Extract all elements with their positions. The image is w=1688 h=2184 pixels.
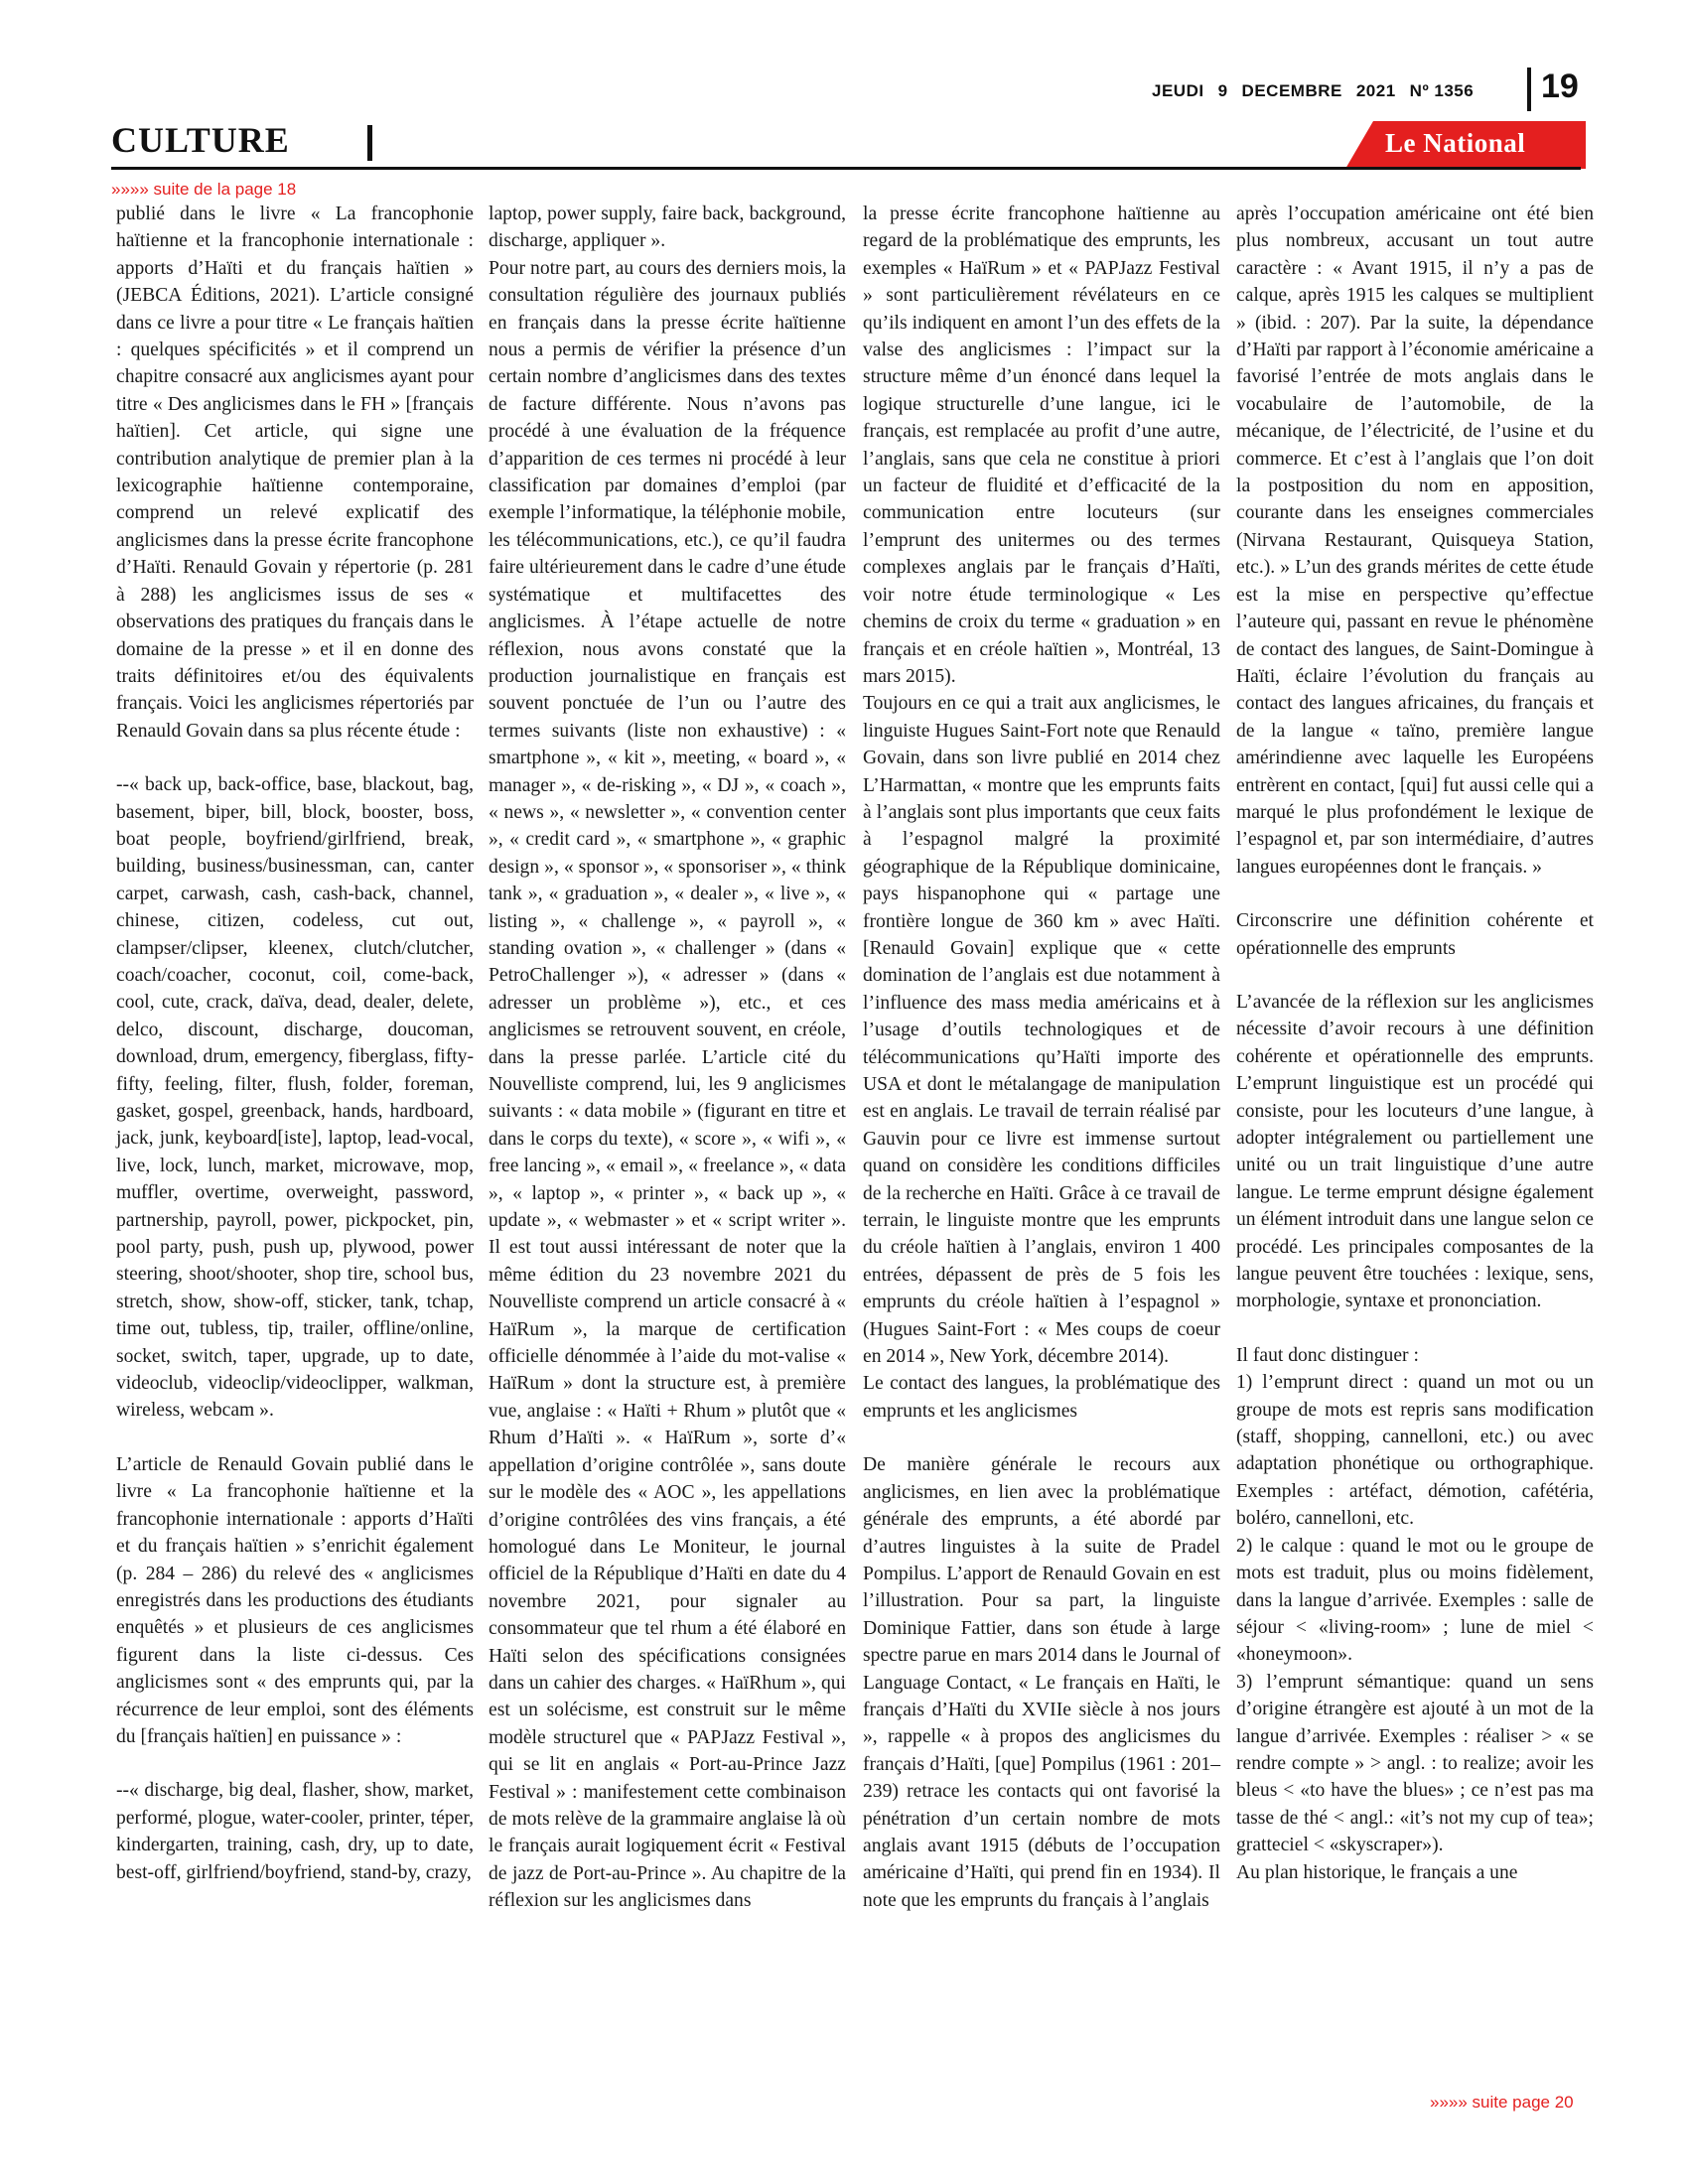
paragraph: Au plan historique, le français a une xyxy=(1236,1861,1518,1883)
continued-to-link[interactable]: »»»» suite page 20 xyxy=(1430,2093,1574,2112)
paragraph: Il faut donc distinguer : xyxy=(1236,1344,1419,1366)
list-item: 2) le calque : quand le mot ou le groupe de mots est traduit, plus ou moins fidèlement, dans la langue d’arrivée. Exemples : salle de séjour < «living-room» ; lune de miel < «honeymoon». xyxy=(1236,1535,1594,1666)
masthead xyxy=(0,0,1688,189)
article-column-4 xyxy=(1236,201,1594,1886)
paragraph: après l’occupation américaine ont été bien plus nombreux, accusant un tout autre caractère : « Avant 1915, il n’y a pas de calque, après 1915 les calques se multiplient » (ibid. : 207). Par la suite, la dépendance d’Haïti par rapport à l’économie américaine a favorisé l’entrée de mots anglais dans le vocabulaire de l’automobile, de la mécanique, de l’électricité, de l’usine et du commerce. Et c’est à l’anglais que l’on doit la postposition du nom en apposition, courante dans les enseignes commerciales (Nirvana Restaurant, Quisqueya Station, etc.). » L’un des grands mérites de cette étude est la mise en perspective qu’effectue l’auteure qui, passant en revue le phénomène de contact des langues, de Saint-Domingue à Haïti, éclaire l’évolution du français au contact des langues africaines, du français et de la langue « taïno, première langue amérindienne avec laquelle les Européens entrèrent en contact, [qui] fut aussi celle qui a marqué le plus profondément le lexique de l’espagnol et, par son intermédiaire, d’autres langues européennes dont le français. » xyxy=(1236,204,1594,878)
page-number: 19 xyxy=(1541,68,1579,105)
paragraph: la presse écrite francophone haïtienne au regard de la problématique des emprunts, les exemples « HaïRum » et « PAPJazz Festival » sont particulièrement révélateurs en ce qu’ils indiquent en amont l’un des effets de la valse des anglicismes : l’impact sur la structure même d’un énoncé dans lequel la logique structurelle d’une langue, ici le français, est remplacée au profit d’une autre, l’anglais, sans que cela ne constitue à priori un facteur de fluidité et d’efficacité de la communication entre locuteurs (sur l’emprunt des unitermes ou des termes complexes anglais par le français d’Haïti, voir notre étude terminologique « Les chemins de croix du terme « graduation » en français et en créole haïtien », Montréal, 13 mars 2015). xyxy=(863,204,1220,687)
date-line xyxy=(1152,81,1487,101)
paragraph: De manière générale le recours aux anglicismes, en lien avec la problématique générale des emprunts, a été abordé par d’autres linguistes à la suite de Pradel Pompilus. L’apport de Renauld Govain en est l’illustration. Pour sa part, la linguiste Dominique Fattier, dans son étude à large spectre parue en mars 2014 dans le Journal of Language Contact, « Le français en Haïti, le français d’Haïti du XVIIe siècle à nos jours », rappelle « à propos des anglicismes du français d’Haïti, [que] Pompilus (1961 : 201–239) retrace les contacts qui ont favorisé la pénétration d’un certain nombre de mots anglais avant 1915 (débuts de l’occupation américaine d’Haïti, qui prend fin en 1934). Il note que les emprunts du français à l’anglais xyxy=(863,1454,1220,1911)
paragraph: L’article de Renauld Govain publié dans le livre « La francophonie haïtienne et la francophonie internationale : apports d’Haïti et du français haïtien » s’enrichit également (p. 284 – 286) du relevé des « anglicismes enregistrés dans les productions des étudiants enquêtés » et plusieurs de ces anglicismes figurent dans la liste ci-dessus. Ces anglicismes sont « des emprunts qui, par la récurrence de leur emploi, sont des éléments du [français haïtien] en puissance » : xyxy=(116,1453,474,1747)
continued-from-link[interactable]: »»»» suite de la page 18 xyxy=(111,180,297,199)
subheading: Le contact des langues, la problématique des emprunts et les anglicismes xyxy=(863,1373,1220,1422)
paragraph: publié dans le livre « La francophonie haïtienne et la francophonie internationale : apports d’Haïti et du français haïtien » (JEBCA Éditions, 2021). L’article consigné dans ce livre a pour titre « Le français haïtien : quelques spécificités » et il comprend un chapitre consacré aux anglicismes ayant pour titre « Des anglicismes dans le FH » [français haïtien]. Cet article, qui signe une contribution analytique de premier plan à la lexicographie haïtienne contemporaine, comprend un relevé explicatif des anglicismes dans la presse écrite francophone d’Haïti. Renauld Govain y répertorie (p. 281 à 288) les anglicismes issus de ses « observations des pratiques du français dans le domaine de la presse » et il en donne des traits définitoires et/ou des équivalents français. Voici les anglicismes répertoriés par Renauld Govain dans sa plus récente étude : xyxy=(116,204,474,742)
article-column-3 xyxy=(863,201,1220,1914)
page-number-divider xyxy=(1527,68,1531,111)
header-rule xyxy=(111,167,1581,170)
article-column-1 xyxy=(116,201,474,1886)
paragraph: Toujours en ce qui a trait aux anglicismes, le linguiste Hugues Saint-Fort note que Renauld Govain, dans son livre publié en 2014 chez L’Harmattan, « montre que les emprunts faits à l’anglais sont plus importants que ceux faits à l’espagnol malgré la proximité géographique de la République dominicaine, pays hispanophone qui « partage une frontière longue de 360 km » avec Haïti. [Renauld Govain] explique que « cette domination de l’anglais est due notamment à l’influence des mass media américains et à l’usage d’outils technologiques et de télécommunications qu’Haïti importe des USA et dont le métalangage de manipulation est en anglais. Le travail de terrain réalisé par Gauvin pour ce livre est immense surtout quand on considère les conditions difficiles de la recherche en Haïti. Grâce à ce travail de terrain, le linguiste montre que les emprunts du créole haïtien à l’anglais, environ 1 400 entrées, dépassent de près de 5 fois les emprunts du créole haïtien à l’espagnol » (Hugues Saint-Fort : « Mes coups de coeur en 2014 », New York, décembre 2014). xyxy=(863,693,1220,1368)
issue-number: Nº 1356 xyxy=(1409,81,1475,100)
paragraph: --« discharge, big deal, flasher, show, market, performé, plogue, water-cooler, printer, téper, kindergarten, training, cash, dry, up to date, best-off, girlfriend/boyfriend, stand-by, crazy, xyxy=(116,1780,474,1883)
date-number: 9 xyxy=(1217,81,1228,100)
date-day: JEUDI xyxy=(1152,81,1204,100)
section-title: CULTURE xyxy=(111,120,290,160)
section-divider xyxy=(367,125,372,161)
subheading: Circonscrire une définition cohérente et opérationnelle des emprunts xyxy=(1236,910,1594,959)
list-item: 3) l’emprunt sémantique: quand un sens d’origine étrangère est ajouté à un mot de la langue d’arrivée. Exemples : réaliser > « se rendre compte » > angl. : to realize; avoir les bleus < «to have the blues» ; ce n’est pas ma tasse de thé < angl.: «it’s not my cup of tea»; gratteciel < «skyscraper»). xyxy=(1236,1671,1594,1856)
paragraph: laptop, power supply, faire back, background, discharge, appliquer ». xyxy=(489,204,846,252)
brand-name: Le National xyxy=(1385,128,1526,158)
list-item: 1) l’emprunt direct : quand un mot ou un groupe de mots est repris sans modification (staff, shopping, cannelloni, etc.) ou avec adaptation phonétique ou orthographique. Exemples : artéfact, démotion, cafétéria, boléro, cannelloni, etc. xyxy=(1236,1372,1594,1530)
date-month: DECEMBRE xyxy=(1241,81,1342,100)
paragraph: --« back up, back-office, base, blackout, bag, basement, biper, bill, block, booster, boss, boat people, boyfriend/girlfriend, break, building, business/businessman, can, canter carpet, carwash, cash, cash-back, channel, chinese, citizen, codeless, cut out, clampser/clipser, kleenex, clutch/clutcher, coach/coacher, coconut, coil, come-back, cool, cute, crack, daïva, dead, dealer, delete, delco, discount, discharge, doucoman, download, drum, emergency, fiberglass, fifty-fifty, feeling, filter, flush, folder, foreman, gasket, gospel, greenback, hands, hardboard, jack, junk, keyboard[iste], laptop, lead-vocal, live, lock, lunch, market, microwave, mop, muffler, overtime, overweight, password, partnership, payroll, power, pickpocket, pin, pool party, push, push up, plywood, power steering, shoot/shooter, shop tire, school bus, stretch, show, show-off, sticker, tank, tchap, time out, tubless, tip, trailer, offline/online, socket, switch, taper, upgrade, up to date, videoclub, videoclip/videoclipper, walkman, wireless, webcam ». xyxy=(116,774,474,1422)
paragraph: Pour notre part, au cours des derniers mois, la consultation régulière des journaux publiés en français dans la presse écrite haïtienne nous a permis de vérifier la présence d’un certain nombre d’anglicismes dans des textes de facture différente. Nous n’avons pas procédé à une évaluation de la fréquence d’apparition de ces termes ni procédé à leur classification par domaines d’emploi (par exemple l’informatique, la téléphonie mobile, les télécommunications, etc.), ce qu’il faudra faire ultérieurement dans le cadre d’une étude systématique et multifacettes des anglicismes. À l’étape actuelle de notre réflexion, nous avons constaté que la production journalistique en français est souvent ponctuée de l’un ou l’autre des termes suivants (liste non exhaustive) : « smartphone », « kit », meeting, « board », « manager », « de-risking », « DJ », « coach », « news », « newsletter », « convention center », « credit card », « smartphone », « graphic design », « sponsor », « sponsoriser », « think tank », « graduation », « dealer », « live », « listing », « challenge », « payroll », « standing ovation », « challenger » (dans « PetroChallenger »), « adresser » (dans « adresser un problème »), etc., et ces anglicismes se retrouvent souvent, en créole, dans la presse parlée. L’article cité du Nouvelliste comprend, lui, les 9 anglicismes suivants : « data mobile » (figurant en titre et dans le corps du texte), « score », « wifi », « free lancing », « email », « freelance », « data », « laptop », « printer », « back up », « update », « webmaster » et « script writer ». Il est tout aussi intéressant de noter que la même édition du 23 novembre 2021 du Nouvelliste comprend un article consacré à « HaïRum », la marque de certification officielle dénommée à l’aide du mot-valise « HaïRum » dont la structure est, à première vue, anglaise : « Haïti + Rhum » plutôt que « Rhum d’Haïti ». « HaïRum », sorte d’« appellation d’origine contrôlée », sans doute sur le modèle des « AOC », les appellations d’origine contrôlées des vins français, a été homologué dans Le Moniteur, le journal officiel de la République d’Haïti en date du 4 novembre 2021, pour signaler au consommateur que tel rhum a été élaboré en Haïti selon des spécifications consignées dans un cahier des charges. « HaïRhum », qui est un solécisme, est construit sur le même modèle structurel que « PAPJazz Festival », qui se lit en anglais « Port-au-Prince Jazz Festival » : manifestement cette combinaison de mots relève de la grammaire anglaise là où le français aurait logiquement écrit « Festival de jazz de Port-au-Prince ». Au chapitre de la réflexion sur les anglicismes dans xyxy=(489,257,846,1912)
article-column-2 xyxy=(489,201,846,1915)
paragraph: L’avancée de la réflexion sur les anglicismes nécessite d’avoir recours à une définition cohérente et opérationnelle des emprunts. L’emprunt linguistique est un procédé qui consiste, pour les locuteurs d’une langue, à adopter intégralement ou partiellement une unité ou un trait linguistique d’une autre langue. Le terme emprunt désigne également un élément introduit dans une langue selon ce procédé. Les principales composantes de la langue peuvent être touchées : lexique, sens, morphologie, syntaxe et prononciation. xyxy=(1236,991,1594,1312)
date-year: 2021 xyxy=(1355,81,1396,100)
